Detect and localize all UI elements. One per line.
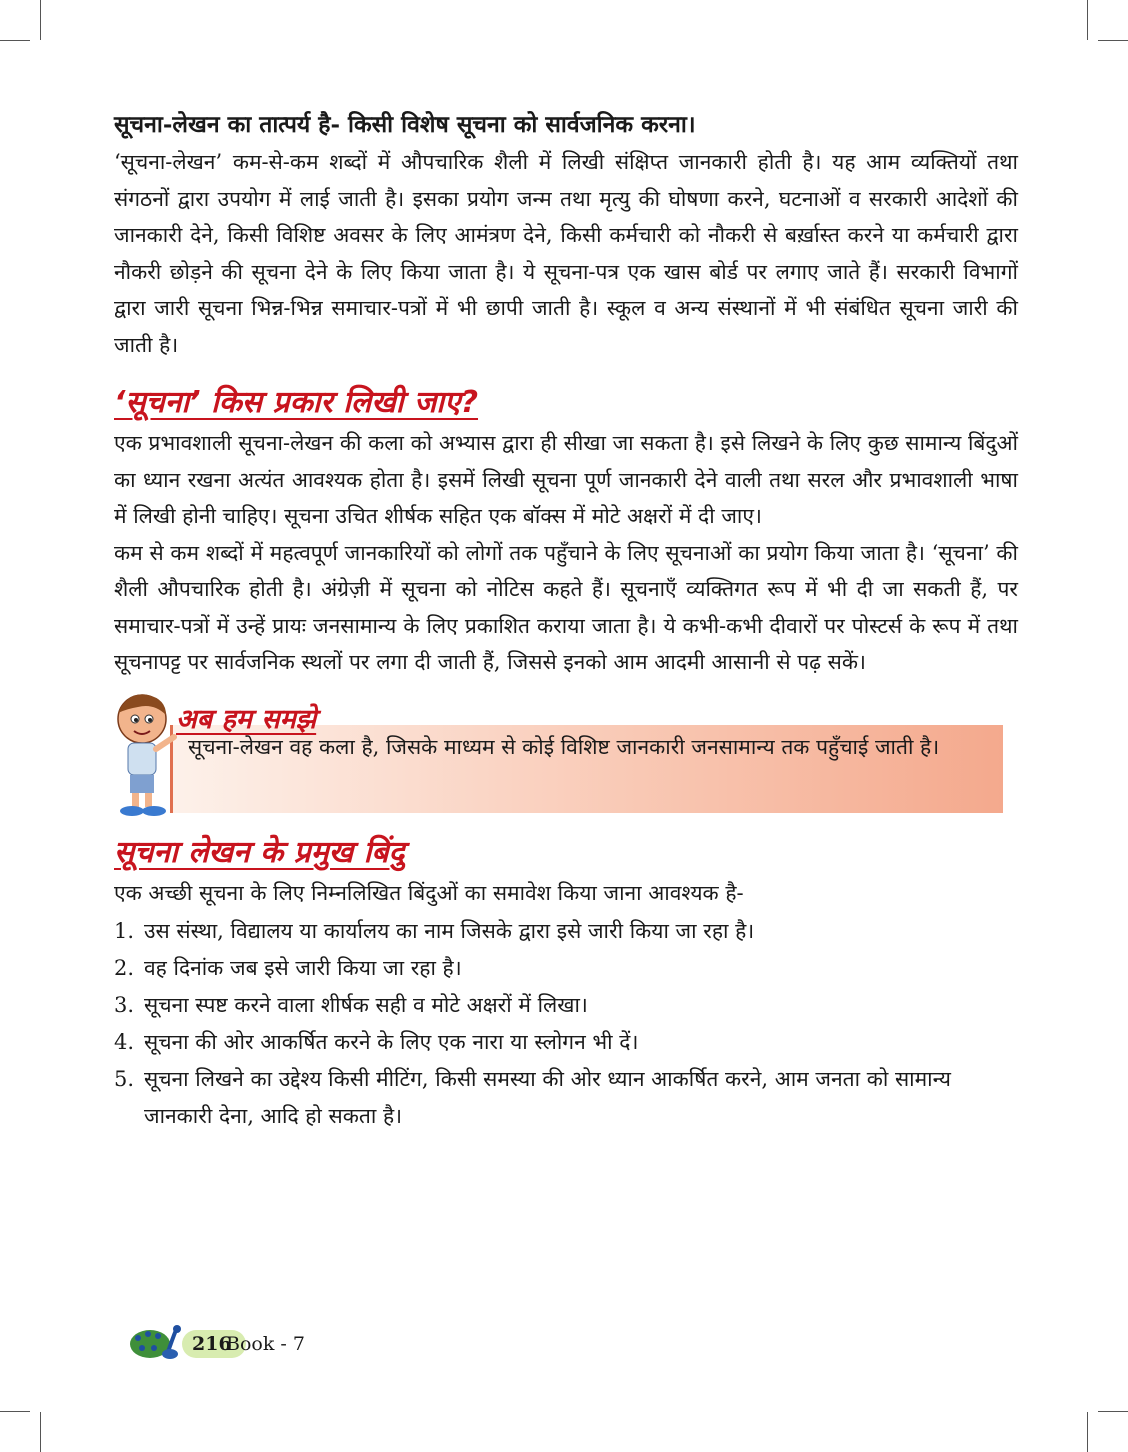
heading-main-points: सूचना लेखन के प्रमुख बिंदु xyxy=(114,834,405,870)
list-item-number: 2. xyxy=(114,956,135,980)
points-intro: एक अच्छी सूचना के लिए निम्नलिखित बिंदुओं का समावेश किया जाना आवश्यक है- xyxy=(114,880,744,905)
list-item-number: 1. xyxy=(114,919,135,943)
list-item xyxy=(114,1024,1018,1061)
list-item-number: 3. xyxy=(114,993,135,1017)
book-label: Book - 7 xyxy=(226,1333,305,1355)
list-item xyxy=(114,913,1018,950)
heading-how-to-write: ‘सूचना’ किस प्रकार लिखी जाए? xyxy=(114,385,479,420)
page-number: 216 xyxy=(182,1330,246,1358)
crop-mark xyxy=(1098,40,1128,41)
crop-mark xyxy=(1098,1411,1128,1412)
list-item-text: सूचना लिखने का उद्देश्य किसी मीटिंग, किसी समस्या की ओर ध्यान आकर्षित करने, आम जनता को सामान्य जानकारी देना, आदि हो सकता है। xyxy=(144,1067,951,1128)
list-item xyxy=(114,1061,1018,1135)
callout-title: अब हम समझे xyxy=(176,703,317,735)
peacock-icon xyxy=(128,1322,190,1362)
how-paragraph-2: कम से कम शब्दों में महत्वपूर्ण जानकारियों को लोगों तक पहुँचाने के लिए सूचनाओं का प्रयोग किया जाता है। ‘सूचना’ की शैली औपचारिक होती है। अंग्रेज़ी में सूचना को नोटिस कहते हैं। सूचनाएँ व्यक्तिगत रूप में भी दी जा सकती हैं, पर समाचार-पत्रों में उन्हें प्रायः जनसामान्य के लिए प्रकाशित कराया जाता है। ये कभी-कभी दीवारों पर पोस्टर्स के रूप में तथा सूचनापट्ट पर सार्वजनिक स्थलों पर लगा दी जाती हैं, जिससे इनको आम आदमी आसानी से पढ़ सकें। xyxy=(114,540,1018,674)
list-item xyxy=(114,950,1018,987)
intro-paragraph: ‘सूचना-लेखन’ कम-से-कम शब्दों में औपचारिक शैली में लिखी संक्षिप्त जानकारी होती है। यह आम व्यक्तियों तथा संगठनों द्वारा उपयोग में लाई जाती है। इसका प्रयोग जन्म तथा मृत्यु की घोषणा करने, घटनाओं व सरकारी आदेशों की जानकारी देने, किसी विशिष्ट अवसर के लिए आमंत्रण देने, किसी कर्मचारी को नौकरी से बर्ख़ास्त करने या कर्मचारी द्वारा नौकरी छोड़ने की सूचना देने के लिए किया जाता है। ये सूचना-पत्र एक खास बोर्ड पर लगाए जाते हैं। सरकारी विभागों द्वारा जारी सूचना भिन्न-भिन्न समाचार-पत्रों में भी छापी जाती है। स्कूल व अन्य संस्थानों में भी संबंधित सूचना जारी की जाती है। xyxy=(114,150,1018,357)
list-item xyxy=(114,987,1018,1024)
page-content xyxy=(114,108,1018,1135)
callout-text: सूचना-लेखन वह कला है, जिसके माध्यम से कोई विशिष्ट जानकारी जनसामान्य तक पहुँचाई जाती है। xyxy=(188,734,940,759)
crop-mark xyxy=(1087,1412,1088,1452)
how-paragraph-1: एक प्रभावशाली सूचना-लेखन की कला को अभ्यास द्वारा ही सीखा जा सकता है। इसे लिखने के लिए कुछ सामान्य बिंदुओं का ध्यान रखना अत्यंत आवश्यक होता है। इसमें लिखी सूचना पूर्ण जानकारी देने वाली तथा सरल और प्रभावशाली भाषा में लिखी होनी चाहिए। सूचना उचित शीर्षक सहित एक बॉक्स में मोटे अक्षरों में दी जाए। xyxy=(114,431,1018,528)
intro-lead: सूचना-लेखन का तात्पर्य है- किसी विशेष सूचना को सार्वजनिक करना। xyxy=(114,111,696,138)
list-item-text: सूचना स्पष्ट करने वाला शीर्षक सही व मोटे अक्षरों में लिखा। xyxy=(144,993,588,1017)
crop-mark xyxy=(40,1412,41,1452)
cartoon-boy-icon xyxy=(108,689,178,819)
list-item-number: 5. xyxy=(114,1067,135,1091)
crop-mark xyxy=(40,0,41,40)
list-item-text: वह दिनांक जब इसे जारी किया जा रहा है। xyxy=(144,956,462,980)
crop-mark xyxy=(0,1411,30,1412)
ab-hum-samjhe-callout xyxy=(114,699,1018,829)
list-item-number: 4. xyxy=(114,1030,135,1054)
crop-mark xyxy=(1087,0,1088,40)
list-item-text: उस संस्था, विद्यालय या कार्यालय का नाम जिसके द्वारा इसे जारी किया जा रहा है। xyxy=(144,919,755,943)
list-item-text: सूचना की ओर आकर्षित करने के लिए एक नारा या स्लोगन भी दें। xyxy=(144,1030,639,1054)
crop-mark xyxy=(0,40,30,41)
points-list xyxy=(114,913,1018,1135)
